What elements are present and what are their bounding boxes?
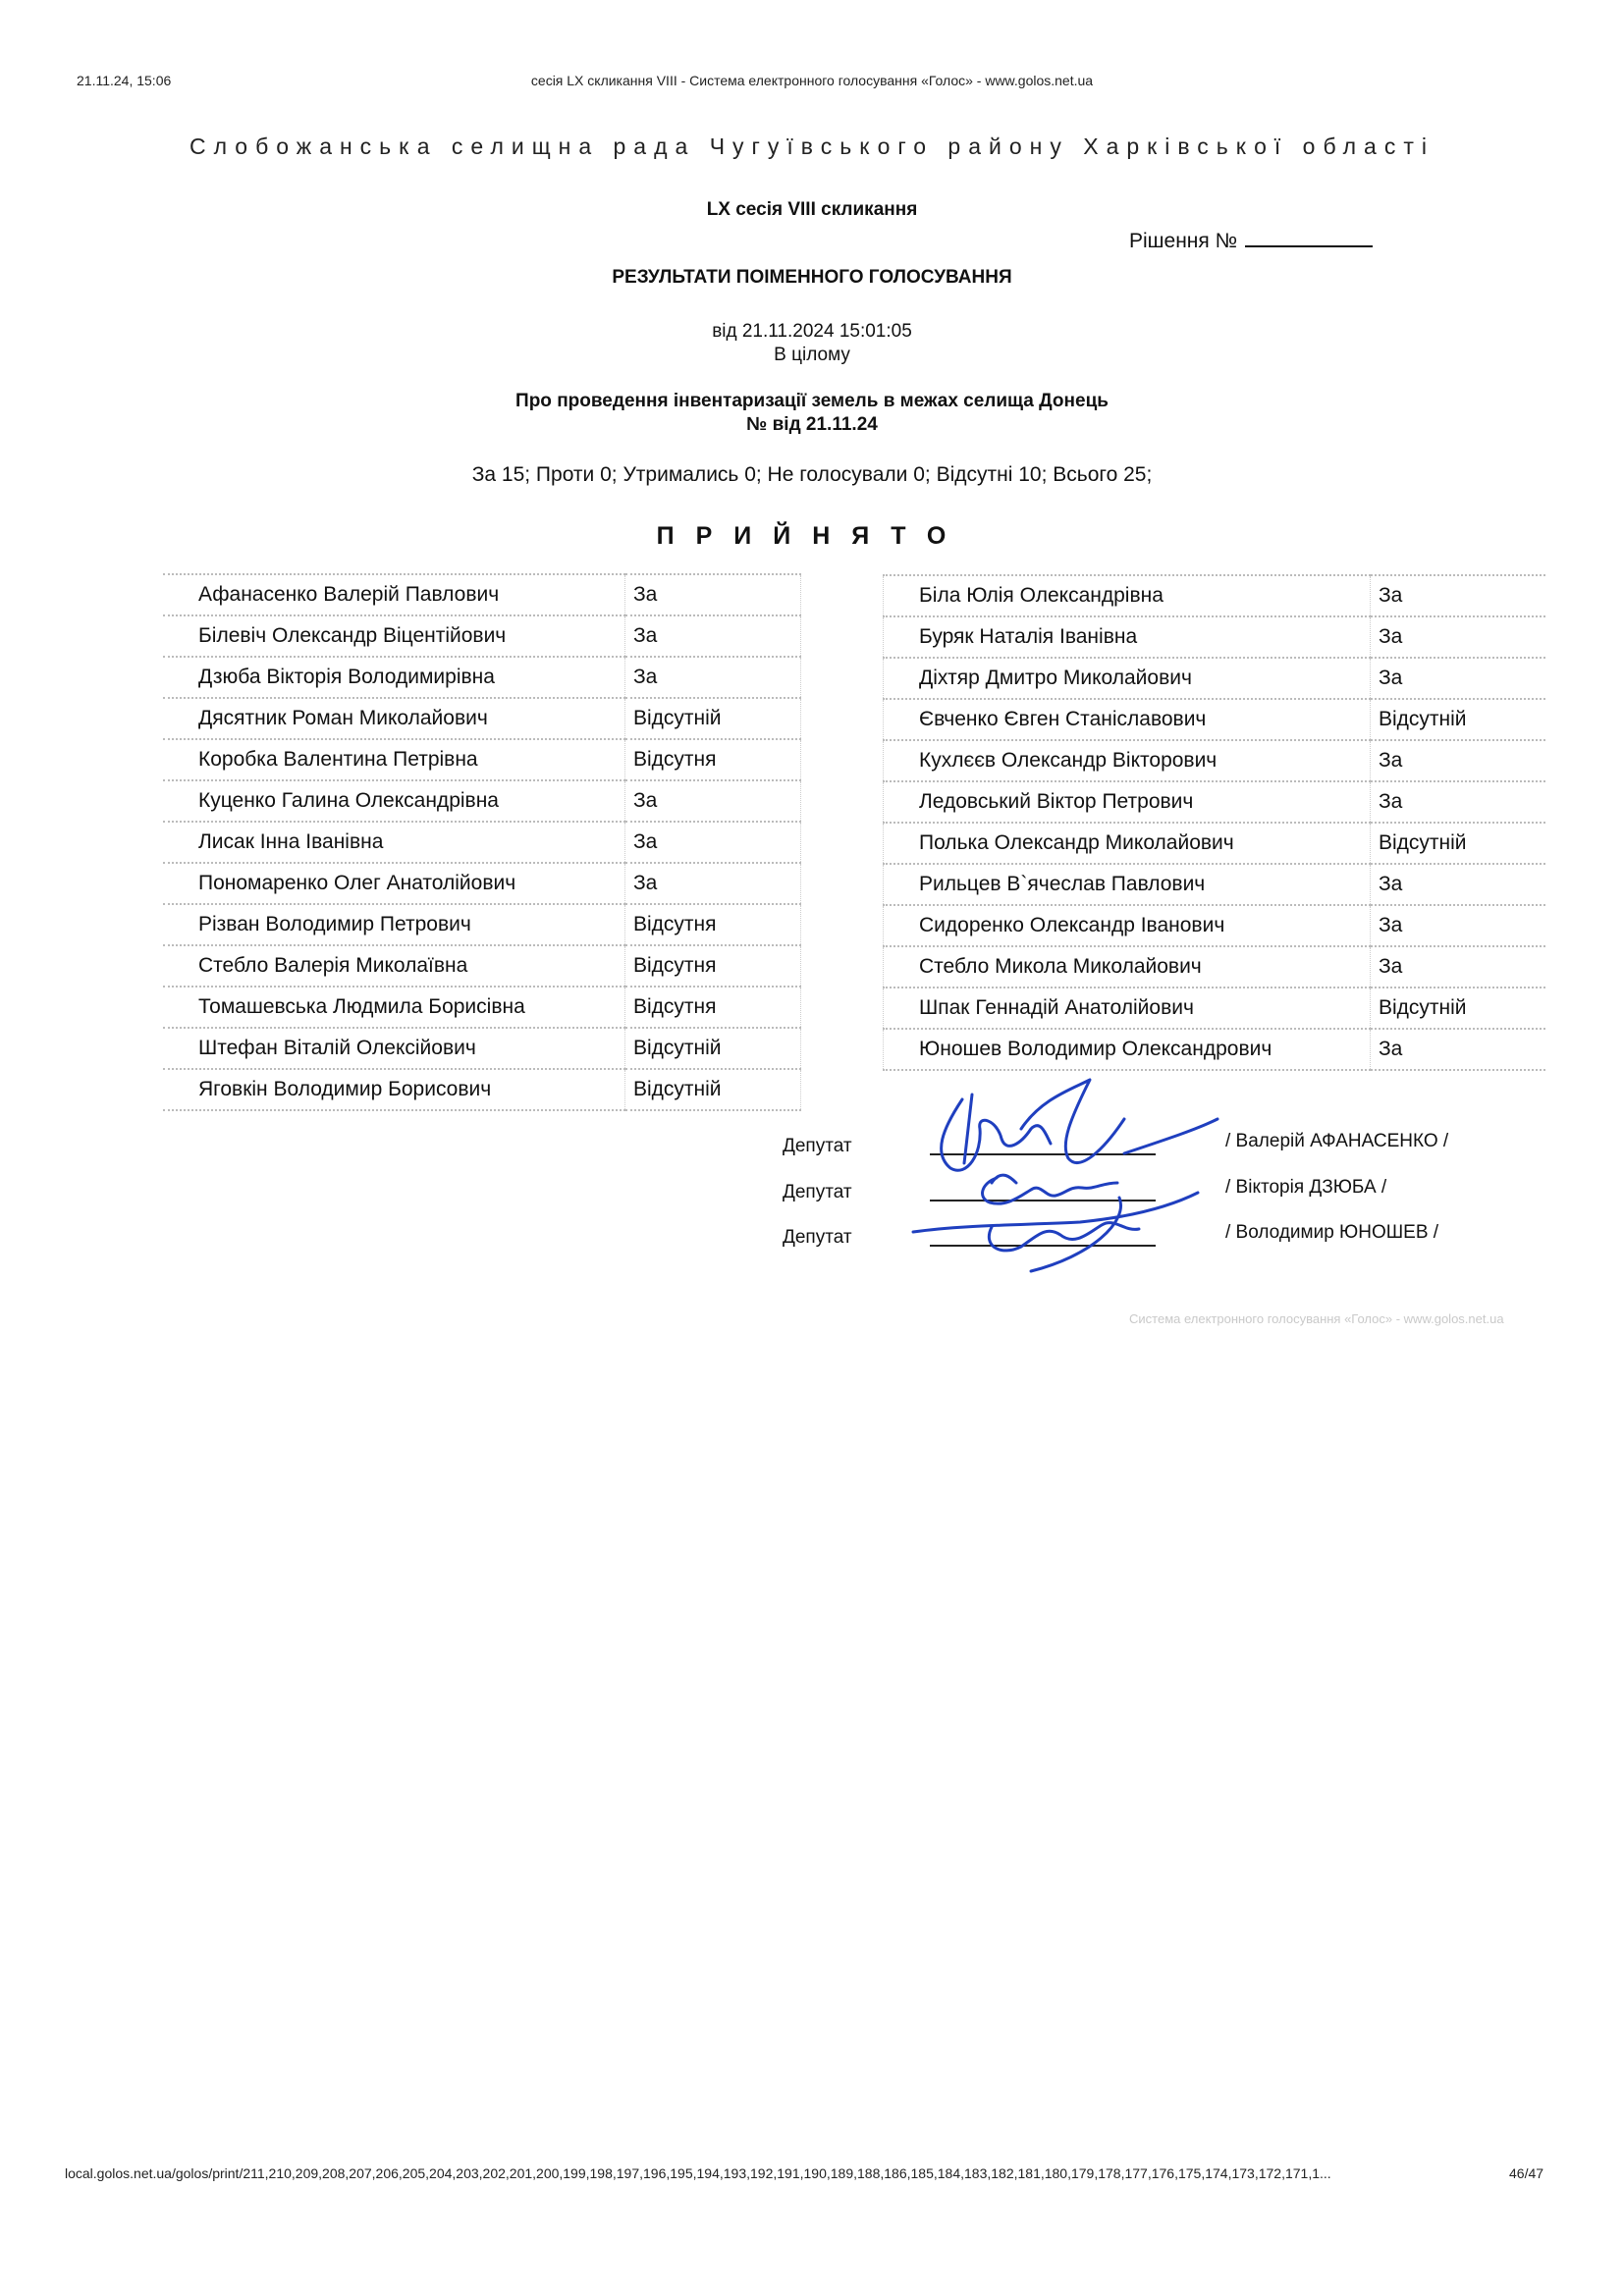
vote-row [163,698,801,739]
vote-row [163,780,801,822]
deputy-name: Пономаренко Олег Анатолійович [163,863,625,904]
votes-table-right [883,574,1545,1071]
vote-row [163,822,801,863]
deputy-vote: За [625,615,801,657]
deputy-vote: Відсутній [1371,823,1546,864]
vote-row [163,739,801,780]
handwritten-signatures [874,1060,1227,1286]
print-page-number: 46/47 [1509,2165,1544,2181]
vote-summary: За 15; Проти 0; Утримались 0; Не голосували 0; Відсутні 10; Всього 25; [471,463,1153,486]
deputy-vote: Відсутній [1371,699,1546,740]
vote-row [163,574,801,615]
deputy-vote: Відсутня [625,739,801,780]
vote-row [884,616,1546,658]
deputy-name: Томашевська Людмила Борисівна [163,987,625,1028]
deputy-name: Рильцев В`ячеслав Павлович [884,864,1371,905]
deputy-name: Дясятник Роман Миколайович [163,698,625,739]
signature-label-2: Депутат [783,1182,852,1202]
signature-scribble-2 [983,1175,1117,1203]
deputy-vote: За [625,780,801,822]
vote-row [163,615,801,657]
deputy-vote: Відсутній [1371,988,1546,1029]
deputy-name: Штефан Віталій Олексійович [163,1028,625,1069]
vote-row [884,781,1546,823]
votes-table-left [163,573,801,1111]
deputy-vote: За [625,657,801,698]
deputy-name: Яговкін Володимир Борисович [163,1069,625,1110]
vote-row [884,575,1546,616]
print-datetime: 21.11.24, 15:06 [77,73,172,88]
decision-label: Рішення № [1129,230,1238,252]
deputy-name: Куценко Галина Олександрівна [163,780,625,822]
deputy-vote: За [1371,905,1546,946]
topic-line-1: Про проведення інвентаризації земель в межах селища Донець [515,391,1109,411]
deputy-vote: За [625,822,801,863]
deputy-vote: За [1371,946,1546,988]
deputy-name: Дзюба Вікторія Володимирівна [163,657,625,698]
decision-blank-line [1245,228,1373,247]
deputy-name: Біла Юлія Олександрівна [884,575,1371,616]
vote-topic [0,390,1624,437]
vote-row [884,905,1546,946]
signature-name-1: / Валерій АФАНАСЕНКО / [1225,1131,1449,1151]
deputy-vote: Відсутній [625,698,801,739]
vote-row [884,946,1546,988]
deputy-name: Буряк Наталія Іванівна [884,616,1371,658]
deputy-vote: За [1371,864,1546,905]
vote-row [163,1069,801,1110]
deputy-vote: За [1371,616,1546,658]
deputy-name: Діхтяр Дмитро Миколайович [884,658,1371,699]
deputy-vote: За [1371,658,1546,699]
deputy-name: Стебло Микола Миколайович [884,946,1371,988]
decision-number [1129,228,1373,253]
signature-name-2: / Вікторія ДЗЮБА / [1225,1177,1387,1198]
deputy-vote: За [625,574,801,615]
deputy-name: Юношев Володимир Олександрович [884,1029,1371,1070]
deputy-vote: За [625,863,801,904]
vote-row [884,658,1546,699]
vote-row [884,823,1546,864]
vote-row [884,699,1546,740]
deputy-vote: Відсутня [625,945,801,987]
vote-row [884,740,1546,781]
deputy-vote: Відсутня [625,904,801,945]
results-title: РЕЗУЛЬТАТИ ПОІМЕННОГО ГОЛОСУВАННЯ [612,267,1012,288]
deputy-name: Полька Олександр Миколайович [884,823,1371,864]
vote-row [163,904,801,945]
deputy-name: Лисак Інна Іванівна [163,822,625,863]
signature-label-3: Депутат [783,1227,852,1248]
vote-row [163,863,801,904]
deputy-vote: Відсутній [625,1069,801,1110]
session-title: LX сесія VIII скликання [706,199,918,220]
deputy-name: Стебло Валерія Миколаївна [163,945,625,987]
vote-row [884,988,1546,1029]
print-page-title: сесія LX скликання VIII - Система електронного голосування «Голос» - www.golos.net.ua [530,73,1094,88]
deputy-name: Шпак Геннадій Анатолійович [884,988,1371,1029]
deputy-name: Кухлєєв Олександр Вікторович [884,740,1371,781]
signature-scribble-1 [942,1080,1124,1170]
deputy-name: Сидоренко Олександр Іванович [884,905,1371,946]
deputy-name: Афанасенко Валерій Павлович [163,574,625,615]
deputy-name: Ледовський Віктор Петрович [884,781,1371,823]
deputy-name: Білевіч Олександр Віцентійович [163,615,625,657]
council-name: Слобожанська селищна рада Чугуївського району Харківської області [189,133,1435,159]
vote-row [163,1028,801,1069]
deputy-vote: За [1371,1029,1546,1070]
signature-name-3: / Володимир ЮНОШЕВ / [1225,1222,1439,1243]
deputy-name: Євченко Євген Станіславович [884,699,1371,740]
vote-scope: В цілому [774,345,850,365]
deputy-name: Коробка Валентина Петрівна [163,739,625,780]
print-footer-url: local.golos.net.ua/golos/print/211,210,209,208,207,206,205,204,203,202,201,200,199,198,197,196,195,194,193,192,191,190,189,188,186,185,184,183,182,181,180,179,178,177,176,175,174,173,172,171,1... [65,2165,1331,2181]
deputy-vote: За [1371,781,1546,823]
vote-row [163,987,801,1028]
vote-date: від 21.11.2024 15:01:05 [712,321,912,342]
signature-label-1: Депутат [783,1136,852,1156]
vote-date-block [0,320,1624,367]
vote-row [163,945,801,987]
vote-row [163,657,801,698]
deputy-name: Різван Володимир Петрович [163,904,625,945]
deputy-vote: За [1371,575,1546,616]
faint-system-footer: Система електронного голосування «Голос» - www.golos.net.ua [1129,1311,1504,1326]
topic-line-2: № від 21.11.24 [746,414,878,435]
deputy-vote: За [1371,740,1546,781]
deputy-vote: Відсутня [625,987,801,1028]
deputy-vote: Відсутній [625,1028,801,1069]
vote-status: ПРИЙНЯТО [656,522,968,550]
vote-row [884,864,1546,905]
